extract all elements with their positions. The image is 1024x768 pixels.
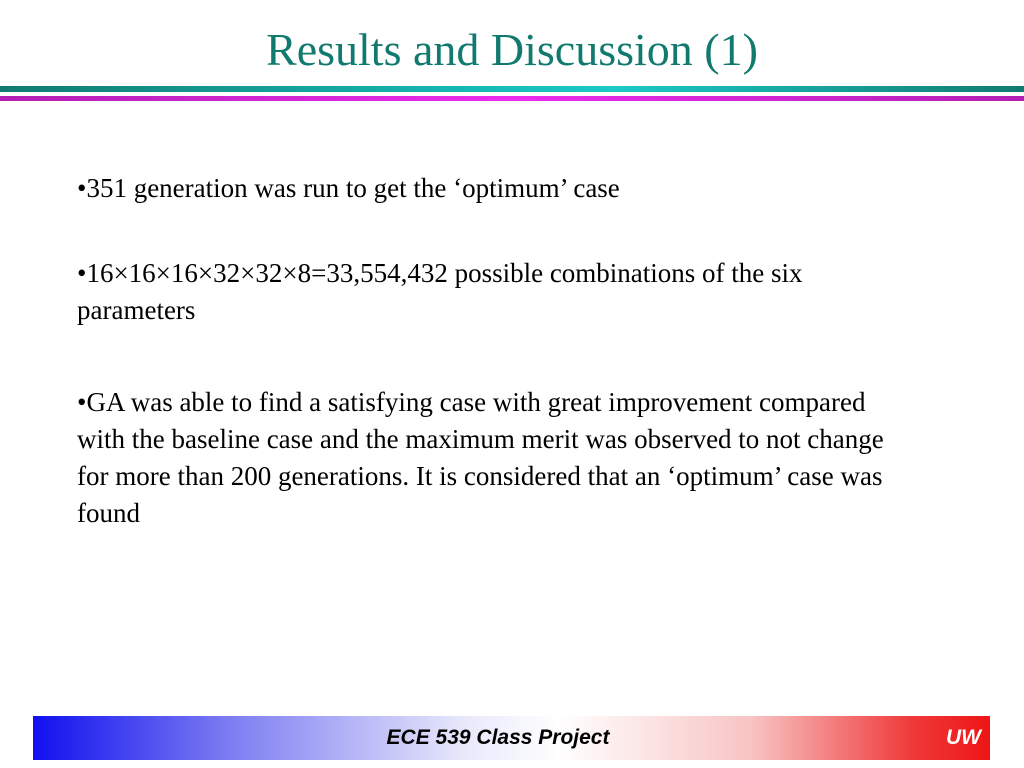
footer-brand: UW xyxy=(946,726,981,749)
footer-bar xyxy=(33,716,990,760)
title-divider-magenta xyxy=(0,96,1024,101)
bullet-ga-result: •GA was able to find a satisfying case with great improvement compared with the baseline case and the maximum merit was observed to not change for more than 200 generations. It is considered that an ‘optimum’ case was found xyxy=(77,387,884,528)
footer-course-label: ECE 539 Class Project xyxy=(386,726,610,749)
slide-title: Results and Discussion (1) xyxy=(266,24,758,75)
bullet-list xyxy=(77,170,907,580)
bullet-generations: •351 generation was run to get the ‘optimum’ case xyxy=(77,173,620,203)
title-divider-teal xyxy=(0,86,1024,92)
bullet-combinations: •16×16×16×32×32×8=33,554,432 possible combinations of the six parameters xyxy=(77,258,803,325)
